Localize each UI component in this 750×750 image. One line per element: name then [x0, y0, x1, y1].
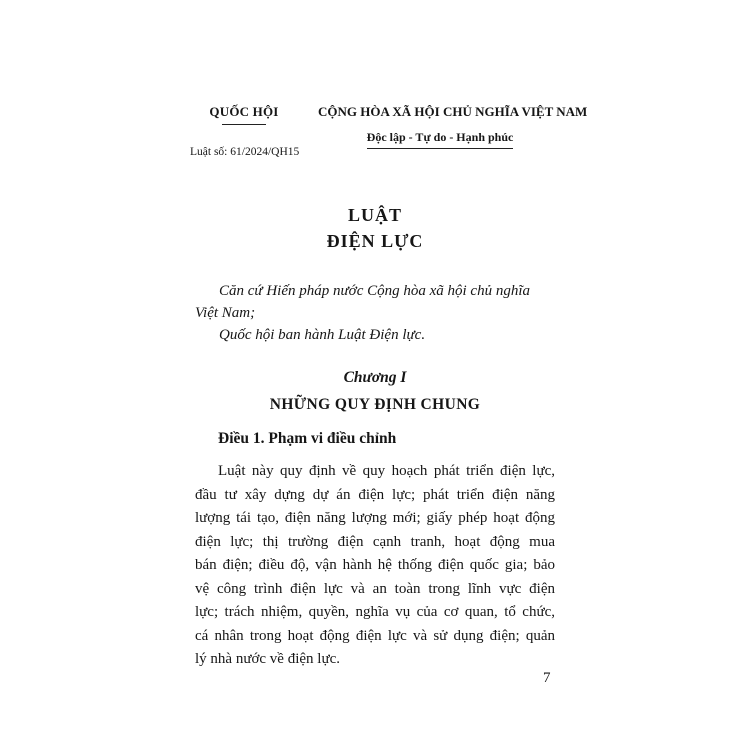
chapter-title: NHỮNG QUY ĐỊNH CHUNG [269, 396, 481, 413]
chapter-heading [195, 368, 555, 414]
motto-underline [367, 148, 513, 149]
article-line: vệ công trình điện lực và an toàn trong lĩnh vực điện [195, 580, 555, 597]
preamble-line-3: Quốc hội ban hành Luật Điện lực. [219, 327, 426, 343]
national-motto: Độc lập - Tự do - Hạnh phúc [366, 130, 514, 144]
article-line: Luật này quy định về quy hoạch phát triển điện lực, [218, 463, 555, 479]
country-name: CỘNG HÒA XÃ HỘI CHỦ NGHĨA VIỆT NAM [318, 104, 588, 119]
preamble [195, 280, 555, 346]
title-line-2: ĐIỆN LỰC [326, 231, 424, 251]
preamble-line-1: Căn cứ Hiến pháp nước Cộng hòa xã hội chủ nghĩa [219, 283, 531, 299]
issuer-block [200, 104, 288, 125]
document-title [195, 202, 555, 254]
article-line: lượng tái tạo, điện năng lượng mới; giấy phép hoạt động [195, 510, 555, 526]
article-line: bán điện; điều độ, vận hành hệ thống điện quốc gia; bảo [195, 557, 555, 573]
issuer-underline [222, 124, 266, 125]
law-number: Luật số: 61/2024/QH15 [190, 146, 300, 158]
article-body [195, 460, 555, 672]
title-line-1: LUẬT [347, 205, 402, 225]
article-line: cá nhân trong hoạt động điện lực và sử dụng điện; quản [195, 627, 555, 644]
issuer-name: QUỐC HỘI [209, 104, 279, 119]
national-header [318, 104, 588, 149]
article-line: đầu tư xây dựng dự án điện lực; phát triển điện năng [195, 486, 555, 503]
chapter-number: Chương I [343, 369, 407, 386]
article-heading: Điều 1. Phạm vi điều chỉnh [218, 430, 397, 447]
article-line: lý nhà nước về điện lực. [195, 651, 340, 667]
page-number: 7 [543, 670, 551, 686]
article-line: lực; trách nhiệm, quyền, nghĩa vụ của cơ quan, tổ chức, [195, 604, 555, 620]
article-line: điện lực; thị trường điện cạnh tranh, hoạt động mua [195, 533, 555, 550]
preamble-line-2: Việt Nam; [195, 305, 256, 321]
